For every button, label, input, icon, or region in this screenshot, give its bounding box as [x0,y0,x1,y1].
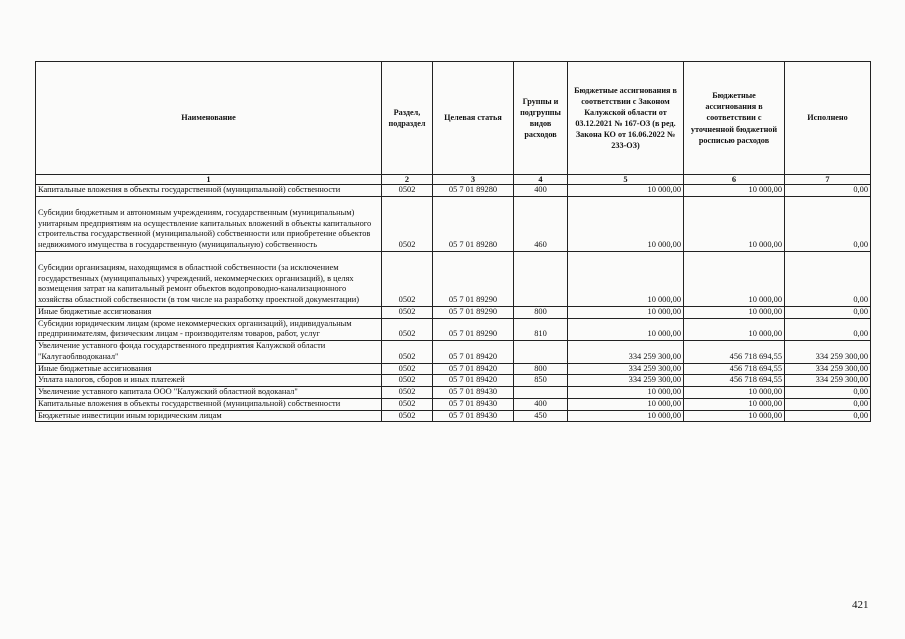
header-target: Целевая статья [433,62,514,175]
row-executed: 0,00 [785,410,871,422]
row-executed: 0,00 [785,251,871,306]
row-group: 460 [514,196,568,251]
row-section: 0502 [382,185,433,197]
row-budget-law: 334 259 300,00 [568,375,684,387]
row-budget-law: 10 000,00 [568,398,684,410]
table-row [36,251,871,306]
table-row [36,318,871,341]
column-number: 4 [514,175,568,185]
row-target: 05 7 01 89430 [433,387,514,399]
row-executed: 0,00 [785,318,871,341]
row-budget-law: 10 000,00 [568,306,684,318]
row-executed: 0,00 [785,387,871,399]
header-name: Наименование [36,62,382,175]
row-executed: 0,00 [785,185,871,197]
table-row [36,363,871,375]
column-number: 5 [568,175,684,185]
row-budget-law: 10 000,00 [568,251,684,306]
row-name: Увеличение уставного капитала ООО "Калужский областной водоканал" [36,387,382,399]
row-section: 0502 [382,251,433,306]
column-number-row [36,175,871,185]
row-target: 05 7 01 89430 [433,398,514,410]
row-name: Бюджетные инвестиции иным юридическим лицам [36,410,382,422]
row-name: Капитальные вложения в объекты государственной (муниципальной) собственности [36,398,382,410]
row-section: 0502 [382,306,433,318]
row-section: 0502 [382,410,433,422]
row-budget-law: 334 259 300,00 [568,363,684,375]
table-row [36,341,871,364]
row-budget-refined: 10 000,00 [684,318,785,341]
row-group: 450 [514,410,568,422]
table-row [36,306,871,318]
row-budget-law: 10 000,00 [568,318,684,341]
column-number: 2 [382,175,433,185]
row-group: 850 [514,375,568,387]
row-name: Уплата налогов, сборов и иных платежей [36,375,382,387]
row-executed: 0,00 [785,306,871,318]
row-group [514,387,568,399]
header-budget-refined: Бюджетные ассигнования в соответствии с уточненной бюджетной росписью расходов [684,62,785,175]
column-number: 7 [785,175,871,185]
row-budget-refined: 10 000,00 [684,251,785,306]
row-group: 800 [514,363,568,375]
row-name: Субсидии организациям, находящимся в областной собственности (за исключением государственных (муниципальных) учреждений, некоммерческих организаций), в целях возмещения затрат на капитальный ремонт объектов водопроводно-канализационного хозяйства областной собственности (в том числе на разработку проектной документации) [36,251,382,306]
column-number: 1 [36,175,382,185]
row-section: 0502 [382,375,433,387]
row-group: 800 [514,306,568,318]
header-budget-law: Бюджетные ассигнования в соответствии с Законом Калужской области от 03.12.2021 № 167-ОЗ (в ред. Закона КО от 16.06.2022 № 233-ОЗ) [568,62,684,175]
page-number: 421 [852,599,869,611]
row-target: 05 7 01 89430 [433,410,514,422]
row-budget-refined: 10 000,00 [684,306,785,318]
row-target: 05 7 01 89420 [433,363,514,375]
row-executed: 334 259 300,00 [785,363,871,375]
row-budget-law: 10 000,00 [568,387,684,399]
row-target: 05 7 01 89290 [433,318,514,341]
row-executed: 0,00 [785,196,871,251]
row-section: 0502 [382,196,433,251]
row-budget-refined: 10 000,00 [684,196,785,251]
row-name: Увеличение уставного фонда государственного предприятия Калужской области "Калугаоблводоканал" [36,341,382,364]
row-budget-law: 10 000,00 [568,410,684,422]
row-target: 05 7 01 89420 [433,341,514,364]
table-row [36,375,871,387]
column-number: 6 [684,175,785,185]
row-budget-refined: 456 718 694,55 [684,341,785,364]
header-group: Группы и подгруппы видов расходов [514,62,568,175]
row-group: 400 [514,185,568,197]
row-group: 810 [514,318,568,341]
row-budget-refined: 456 718 694,55 [684,363,785,375]
row-group [514,251,568,306]
row-section: 0502 [382,398,433,410]
header-row [36,62,871,175]
row-target: 05 7 01 89290 [433,306,514,318]
row-name: Субсидии юридическим лицам (кроме некоммерческих организаций), индивидуальным предпринимателям, физическим лицам - производителям товаров, работ, услуг [36,318,382,341]
row-executed: 0,00 [785,398,871,410]
table-row [36,196,871,251]
row-name: Капитальные вложения в объекты государственной (муниципальной) собственности [36,185,382,197]
row-section: 0502 [382,363,433,375]
table-row [36,410,871,422]
row-name: Субсидии бюджетным и автономным учреждениям, государственным (муниципальным) унитарным предприятиям на осуществление капитальных вложений в объекты капитального строительства государственной (муниципальной) собственности или приобретение объектов недвижимого имущества в государственную (муниципальную) собственность [36,196,382,251]
header-executed: Исполнено [785,62,871,175]
row-budget-law: 10 000,00 [568,185,684,197]
budget-table [35,61,871,422]
row-group: 400 [514,398,568,410]
row-budget-refined: 10 000,00 [684,398,785,410]
row-target: 05 7 01 89280 [433,185,514,197]
row-name: Иные бюджетные ассигнования [36,306,382,318]
row-group [514,341,568,364]
row-section: 0502 [382,387,433,399]
table-row [36,185,871,197]
row-budget-refined: 456 718 694,55 [684,375,785,387]
table-row [36,387,871,399]
row-target: 05 7 01 89290 [433,251,514,306]
column-number: 3 [433,175,514,185]
row-budget-refined: 10 000,00 [684,410,785,422]
row-executed: 334 259 300,00 [785,341,871,364]
row-section: 0502 [382,318,433,341]
row-executed: 334 259 300,00 [785,375,871,387]
row-budget-refined: 10 000,00 [684,387,785,399]
row-target: 05 7 01 89420 [433,375,514,387]
header-section: Раздел, подраздел [382,62,433,175]
row-name: Иные бюджетные ассигнования [36,363,382,375]
row-budget-refined: 10 000,00 [684,185,785,197]
row-budget-law: 10 000,00 [568,196,684,251]
table-row [36,398,871,410]
row-budget-law: 334 259 300,00 [568,341,684,364]
row-target: 05 7 01 89280 [433,196,514,251]
row-section: 0502 [382,341,433,364]
